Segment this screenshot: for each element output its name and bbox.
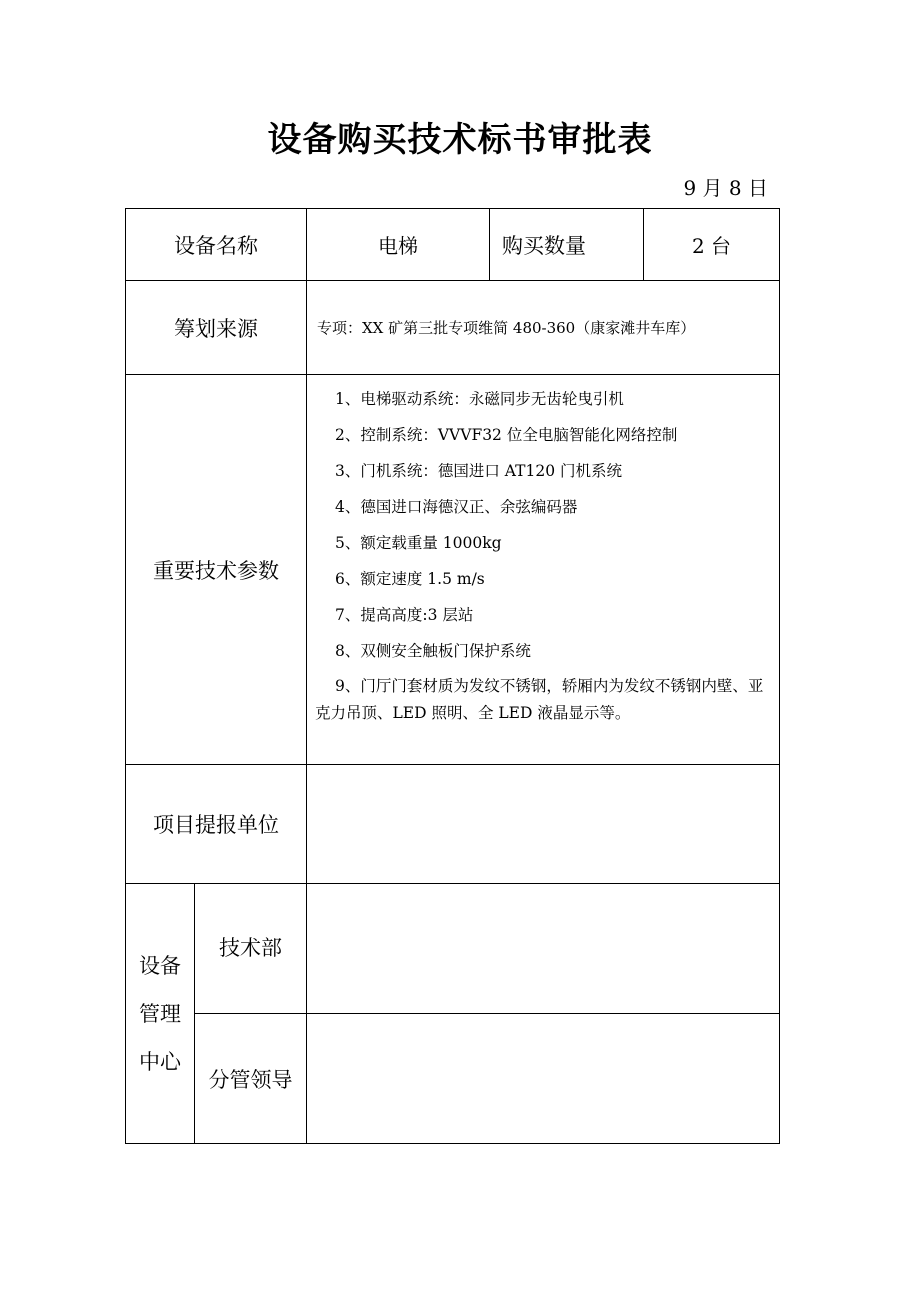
form-date: 9 月 8 日 (683, 176, 768, 200)
equipment-name-value: 电梯 (307, 209, 490, 281)
approval-table (125, 208, 780, 1144)
param-item: 8、双侧安全触板门保护系统 (335, 642, 531, 660)
params-label: 重要技术参数 (126, 375, 307, 765)
row-leader (126, 1014, 780, 1144)
center-label-line: 管理 (139, 1001, 181, 1026)
source-value: 专项：XX 矿第三批专项维简 480-360（康家滩井车库） (307, 281, 780, 375)
param-item: 9、门厅门套材质为发纹不锈钢，轿厢内为发纹不锈钢内壁、亚克力吊顶、LED 照明、全 LED 液晶显示等。 (315, 677, 764, 722)
param-item: 7、提高高度:3 层站 (335, 606, 474, 624)
submitter-value (307, 765, 780, 884)
center-label-line: 中心 (139, 1049, 181, 1074)
param-item: 6、额定速度 1.5 m/s (335, 570, 485, 588)
quantity-label: 购买数量 (490, 209, 644, 281)
params-list (307, 375, 780, 765)
param-item: 5、额定载重量 1000kg (335, 534, 502, 552)
tech-dept-value (307, 884, 780, 1014)
center-label-line: 设备 (139, 953, 181, 978)
row-tech-dept (126, 884, 780, 1014)
leader-label: 分管领导 (195, 1014, 307, 1144)
center-label (126, 884, 195, 1144)
param-item: 1、电梯驱动系统：永磁同步无齿轮曳引机 (335, 390, 624, 408)
equipment-name-label: 设备名称 (126, 209, 307, 281)
row-submitter (126, 765, 780, 884)
tech-dept-label: 技术部 (195, 884, 307, 1014)
param-item: 3、门机系统：德国进口 AT120 门机系统 (335, 462, 622, 480)
row-source (126, 281, 780, 375)
row-equipment (126, 209, 780, 281)
submitter-label: 项目提报单位 (126, 765, 307, 884)
source-label: 筹划来源 (126, 281, 307, 375)
leader-value (307, 1014, 780, 1144)
param-item: 2、控制系统：VVVF32 位全电脑智能化网络控制 (335, 426, 678, 444)
row-params (126, 375, 780, 765)
form-title: 设备购买技术标书审批表 (267, 120, 653, 160)
param-item: 4、德国进口海德汉正、余弦编码器 (335, 498, 578, 516)
quantity-value: 2 台 (644, 209, 780, 281)
